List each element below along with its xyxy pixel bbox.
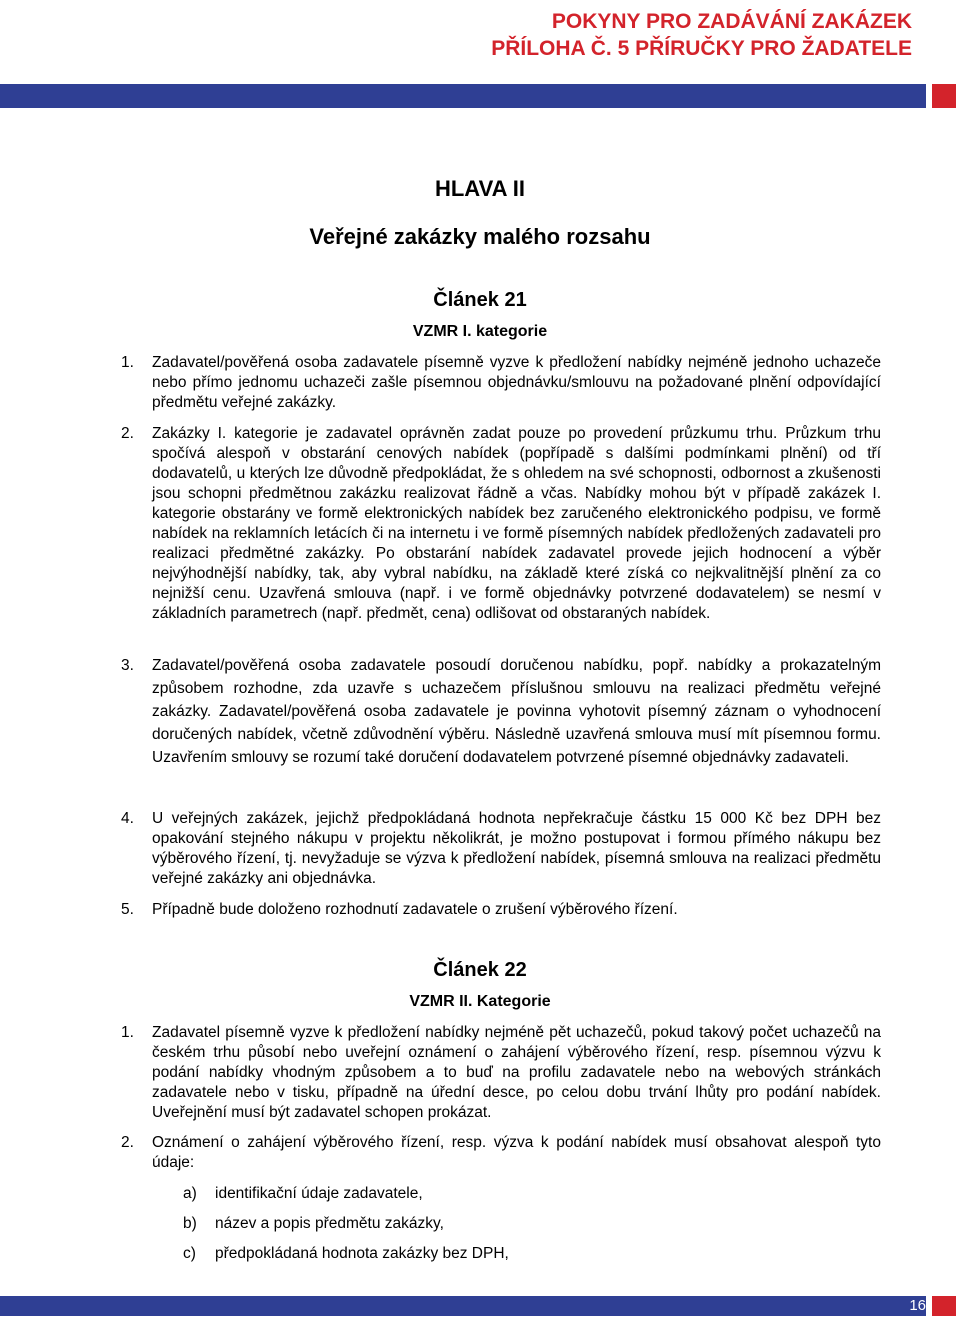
part-title: Veřejné zakázky malého rozsahu bbox=[309, 224, 651, 249]
article-22-heading: Článek 22 bbox=[433, 959, 527, 981]
list-item: b) název a popis předmětu zakázky, bbox=[183, 1215, 444, 1232]
article-21-paragraph-4: 4. U veřejných zakázek, jejichž předpokládaná hodnota nepřekračuje částku 15 000 Kč bez DPH bez opakování stejného nákupu v projektu několikrát, je možno postupovat i formou přímého nákupu bez výběrového řízení, tj. nevyžaduje se výzva k předložení nabídek, písemná smlouva na realizaci předmětu veřejné zakázky ani objednávka. bbox=[121, 810, 881, 887]
header-color-bar bbox=[0, 84, 956, 108]
footer-color-bar bbox=[0, 1296, 956, 1316]
article-21-paragraph-3: 3. Zadavatel/pověřená osoba zadavatele posoudí doručenou nabídku, popř. nabídky a prokazatelným způsobem rozhodne, zda uzavře s uchazečem příslušnou smlouvu na realizaci předmětu veřejné zakázky. Zadavatel/pověřená osoba zadavatele je povinna vyhotovit písemný záznam o vyhodnocení doručených nabídek, včetně zdůvodnění výběru. Následně uzavřená smlouva musí mít písemnou formu. Uzavřením smlouvy se rozumí také doručení dodavatelem potvrzené písemné objednávky zadavateli. bbox=[121, 657, 881, 766]
article-21-heading: Článek 21 bbox=[433, 289, 527, 311]
article-21-subheading: VZMR I. kategorie bbox=[412, 323, 548, 340]
header-line-1: POKYNY PRO ZADÁVÁNÍ ZAKÁZEK bbox=[551, 10, 912, 33]
page-number: 16 bbox=[909, 1297, 926, 1314]
article-22-subheading: VZMR II. Kategorie bbox=[409, 993, 551, 1010]
article-21-paragraph-1: 1. Zadavatel/pověřená osoba zadavatele písemně vyzve k předložení nabídky nejméně jednoho uchazeče nebo přímo jednomu uchazeči zašle písemnou objednávku/smlouvu na požadované plnění odpovídající předmětu veřejné zakázky. bbox=[121, 354, 881, 411]
article-22-paragraph-1: 1. Zadavatel písemně vyzve k předložení nabídky nejméně pět uchazečů, pokud takový počet uchazečů na českém trhu působí nebo uveřejní oznámení o zahájení výběrového řízení, resp. písemnou výzvu k podání nabídky vhodným způsobem a to buď na profilu zadavatele nebo na webových stránkách zadavatele nebo v tisku, případně na úřední desce, po celou dobu trvání lhůty pro podání nabídek. Uveřejnění musí být zadavatel schopen prokázat. bbox=[121, 1024, 881, 1121]
article-21-paragraph-5: 5. Případně bude doloženo rozhodnutí zadavatele o zrušení výběrového řízení. bbox=[121, 901, 678, 918]
header-line-2: PŘÍLOHA Č. 5 PŘÍRUČKY PRO ŽADATELE bbox=[491, 37, 912, 60]
document-header bbox=[491, 8, 912, 62]
part-heading: HLAVA II bbox=[434, 176, 526, 201]
article-22-paragraph-2: 2. Oznámení o zahájení výběrového řízení, resp. výzva k podání nabídek musí obsahovat alespoň tyto údaje: bbox=[121, 1134, 881, 1171]
article-21-paragraph-2: 2. Zakázky I. kategorie je zadavatel oprávněn zadat pouze po provedení průzkumu trhu. Průzkum trhu spočívá alespoň v obstarání cenových nabídek (popřípadě s dalšími podmínkami plnění) od tří dodavatelů, u kterých lze důvodně předpokládat, že s ohledem na své schopnosti, odbornost a zkušenosti jsou schopni předmětnou zakázku realizovat řádně a včas. Nabídky mohou být v případě zakázek I. kategorie obstarány ve formě elektronických nabídek bez zaručeného elektronického podpisu, ve formě nabídek na reklamních letácích či na internetu i ve formě písemných nabídek předložených zadavateli pro realizaci předmětné zakázky. Po obstarání nabídek zadavatel provede jejich hodnocení a výběr nejvýhodnější nabídky, tak, aby vybral nabídku, na základě které získá co nejkvalitnější plnění za co nejnižší cenu. Uzavřená smlouva (např. i ve formě objednávky potvrzené dodavatelem) se nesmí v základních parametrech (např. předmět, cena) odlišovat od obstaraných nabídek. bbox=[121, 425, 881, 622]
list-item: c) předpokládaná hodnota zakázky bez DPH, bbox=[183, 1245, 509, 1262]
list-item: a) identifikační údaje zadavatele, bbox=[183, 1185, 423, 1202]
